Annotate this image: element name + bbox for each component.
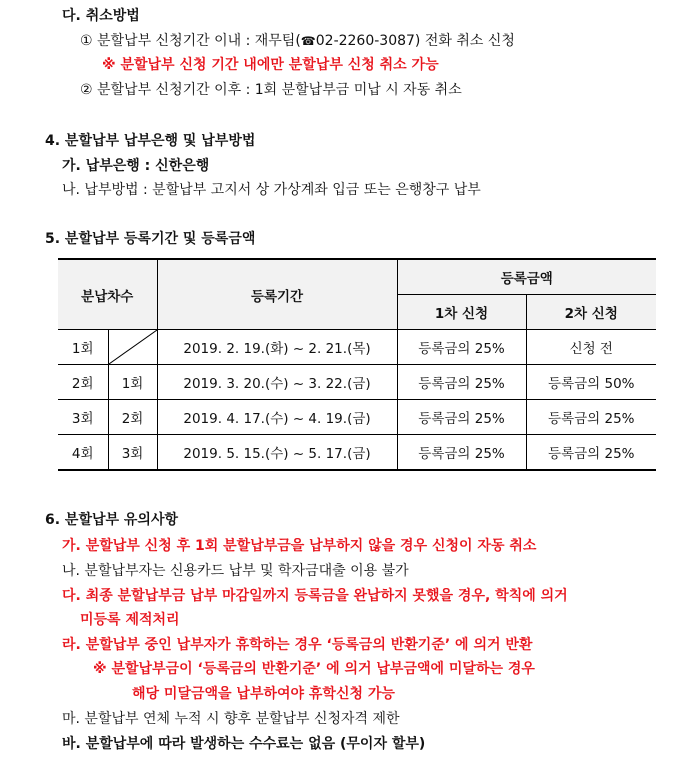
empty-diagonal-cell — [108, 330, 157, 365]
precaution-overdue: 마. 분할납부 연체 누적 시 향후 분할납부 신청자격 제한 — [62, 711, 400, 727]
table-row — [58, 330, 656, 365]
phone-icon: ☎ — [300, 34, 316, 48]
first-amount: 등록금의 25% — [397, 365, 526, 400]
cancel-before-deadline — [80, 31, 515, 51]
registration-period-heading: 5. 분할납부 등록기간 및 등록금액 — [45, 231, 256, 247]
precaution-leave-note2: 해당 미달금액을 납부하여야 휴학신청 가능 — [132, 686, 395, 702]
phone-number-text: 02-2260-3087) 전화 취소 신청 — [315, 33, 515, 49]
period: 2019. 5. 15.(수) ~ 5. 17.(금) — [157, 435, 397, 471]
second-amount: 등록금의 25% — [526, 435, 656, 471]
second-installment-no: 3회 — [108, 435, 157, 471]
first-amount: 등록금의 25% — [397, 400, 526, 435]
installment-table — [58, 258, 656, 471]
cancel-method-heading: 다. 취소방법 — [62, 8, 140, 24]
precaution-leave-refund: 라. 분할납부 중인 납부자가 휴학하는 경우 ‘등록금의 반환기준’ 에 의거 반환 — [62, 637, 533, 653]
header-second-application: 2차 신청 — [526, 295, 656, 330]
precaution-unpaid-line1: 다. 최종 분할납부금 납부 마감일까지 등록금을 완납하지 못했을 경우, 학칙에 의거 — [62, 588, 568, 604]
first-amount: 등록금의 25% — [397, 330, 526, 365]
second-amount: 등록금의 50% — [526, 365, 656, 400]
precaution-unpaid-line2: 미등록 제적처리 — [80, 612, 180, 628]
second-installment-no: 1회 — [108, 365, 157, 400]
second-amount: 신청 전 — [526, 330, 656, 365]
payment-bank: 가. 납부은행 : 신한은행 — [62, 158, 210, 174]
first-installment-no: 3회 — [58, 400, 108, 435]
precautions-heading: 6. 분할납부 유의사항 — [45, 512, 178, 528]
bank-method-heading: 4. 분할납부 납부은행 및 납부방법 — [45, 133, 256, 149]
header-period: 등록기간 — [157, 259, 397, 330]
precaution-no-fee: 바. 분할납부에 따라 발생하는 수수료는 없음 (무이자 할부) — [62, 736, 426, 752]
cancel-notice: ※ 분할납부 신청 기간 내에만 분할납부 신청 취소 가능 — [102, 57, 439, 73]
cancel-before-deadline-text: ① 분할납부 신청기간 이내 : 재무팀( — [80, 33, 301, 49]
precaution-leave-note1: ※ 분할납부금이 ‘등록금의 반환기준’ 에 의거 납부금액에 미달하는 경우 — [93, 661, 535, 677]
second-amount: 등록금의 25% — [526, 400, 656, 435]
table-row — [58, 400, 656, 435]
header-installment: 분납차수 — [58, 259, 157, 330]
period: 2019. 2. 19.(화) ~ 2. 21.(목) — [157, 330, 397, 365]
period: 2019. 4. 17.(수) ~ 4. 19.(금) — [157, 400, 397, 435]
second-installment-no: 2회 — [108, 400, 157, 435]
cancel-after-deadline: ② 분할납부 신청기간 이후 : 1회 분할납부금 미납 시 자동 취소 — [80, 82, 462, 98]
first-amount: 등록금의 25% — [397, 435, 526, 471]
first-installment-no: 2회 — [58, 365, 108, 400]
first-installment-no: 4회 — [58, 435, 108, 471]
payment-method: 나. 납부방법 : 분할납부 고지서 상 가상계좌 입금 또는 은행창구 납부 — [62, 182, 481, 198]
precaution-no-card: 나. 분할납부자는 신용카드 납부 및 학자금대출 이용 불가 — [62, 563, 409, 579]
header-amount: 등록금액 — [397, 259, 656, 295]
header-first-application: 1차 신청 — [397, 295, 526, 330]
table-row — [58, 435, 656, 471]
precaution-auto-cancel: 가. 분할납부 신청 후 1회 분할납부금을 납부하지 않을 경우 신청이 자동 취소 — [62, 538, 537, 554]
table-row — [58, 365, 656, 400]
period: 2019. 3. 20.(수) ~ 3. 22.(금) — [157, 365, 397, 400]
first-installment-no: 1회 — [58, 330, 108, 365]
diagonal-line — [109, 330, 157, 364]
